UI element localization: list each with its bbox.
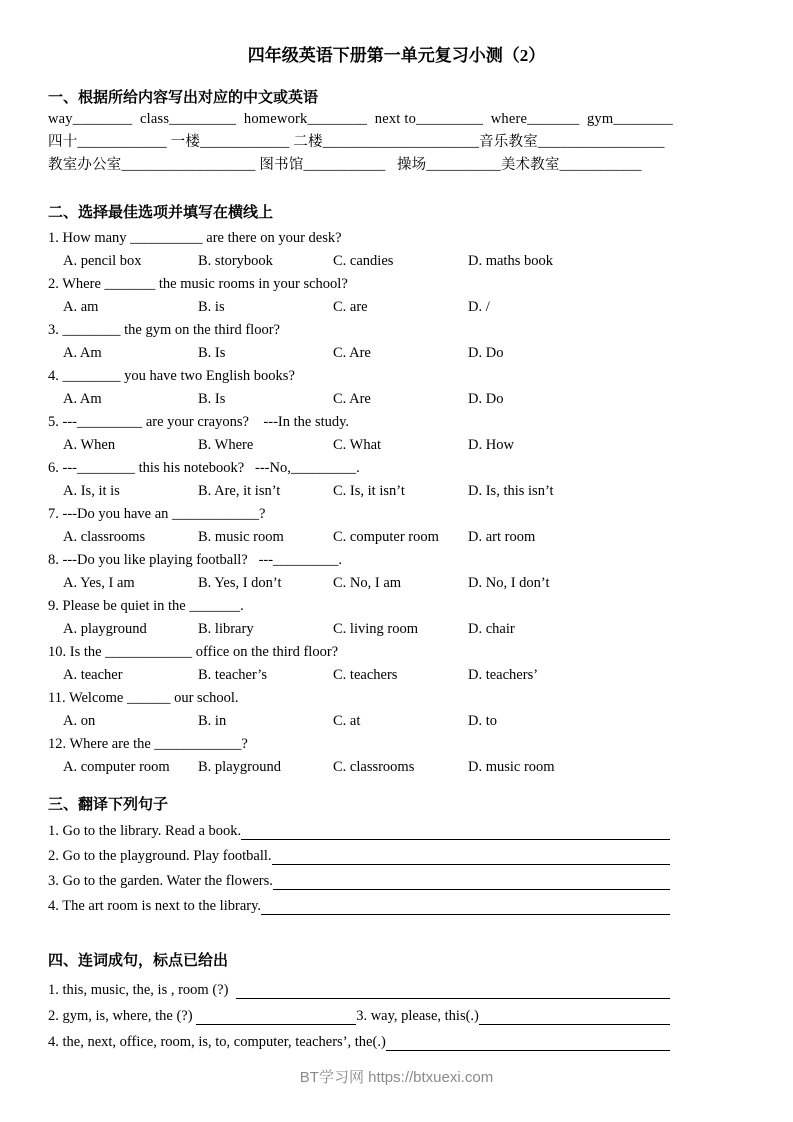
- option-b: B. Where: [198, 437, 254, 453]
- option-c: C. classrooms: [333, 759, 415, 775]
- option-d: D. music room: [468, 759, 555, 775]
- question-text: 7. ---Do you have an ____________?: [48, 506, 266, 522]
- section-sentence-building: [48, 951, 745, 1055]
- option-b: B. Is: [198, 345, 226, 361]
- option-d: D. chair: [468, 621, 515, 637]
- sentence-item-4: [48, 1029, 670, 1055]
- option-a: A. computer room: [63, 759, 170, 775]
- option-b: B. in: [198, 713, 227, 729]
- question-9: [48, 595, 745, 641]
- option-a: A. playground: [63, 621, 147, 637]
- option-d: D. teachers’: [468, 667, 539, 683]
- section-multiple-choice: [48, 203, 745, 779]
- option-b: B. Is: [198, 391, 226, 407]
- option-b: B. playground: [198, 759, 281, 775]
- option-a: A. When: [63, 437, 116, 453]
- option-c: C. Are: [333, 391, 371, 407]
- option-c: C. are: [333, 299, 368, 315]
- question-options: [48, 756, 745, 779]
- question-4: [48, 365, 745, 411]
- option-d: D. Do: [468, 391, 504, 407]
- option-d: D. No, I don’t: [468, 575, 550, 591]
- sentence-list: [48, 977, 745, 1055]
- option-c: C. Is, it isn’t: [333, 483, 405, 499]
- translation-text: 2. Go to the playground. Play football.: [48, 848, 272, 864]
- answer-blank: [273, 889, 670, 890]
- question-options: [48, 572, 745, 595]
- option-a: A. Yes, I am: [63, 575, 135, 591]
- option-c: C. living room: [333, 621, 418, 637]
- section-vocabulary: [48, 88, 745, 177]
- answer-blank: [261, 914, 670, 915]
- sentence-text: 1. this, music, the, is , room (?): [48, 982, 236, 998]
- option-b: B. storybook: [198, 253, 273, 269]
- option-d: D. art room: [468, 529, 536, 545]
- question-options: [48, 618, 745, 641]
- sentence-item-1: [48, 977, 670, 1003]
- translation-item-4: [48, 894, 670, 919]
- option-c: C. No, I am: [333, 575, 402, 591]
- answer-blank: [479, 1024, 670, 1025]
- answer-blank: [272, 864, 670, 865]
- option-c: C. teachers: [333, 667, 398, 683]
- translation-item-2: [48, 844, 670, 869]
- question-text: 10. Is the ____________ office on the third floor?: [48, 644, 339, 660]
- option-a: A. classrooms: [63, 529, 146, 545]
- question-7: [48, 503, 745, 549]
- question-options: [48, 664, 745, 687]
- question-5: [48, 411, 745, 457]
- option-d: D. maths book: [468, 253, 553, 269]
- question-text: 11. Welcome ______ our school.: [48, 690, 239, 706]
- question-text: 5. ---_________ are your crayons? ---In the study.: [48, 414, 350, 430]
- question-text: 6. ---________ this his notebook? ---No,_________.: [48, 460, 360, 476]
- vocab-line-3: 教室办公室__________________ 图书馆___________ 操场__________美术教室___________: [48, 157, 642, 173]
- option-a: A. Am: [63, 391, 102, 407]
- question-text: 4. ________ you have two English books?: [48, 368, 295, 384]
- question-12: [48, 733, 745, 779]
- option-d: D. Is, this isn’t: [468, 483, 554, 499]
- option-c: C. candies: [333, 253, 394, 269]
- option-d: D. to: [468, 713, 497, 729]
- option-a: A. Am: [63, 345, 102, 361]
- option-b: B. is: [198, 299, 225, 315]
- question-options: [48, 250, 745, 273]
- question-8: [48, 549, 745, 595]
- question-options: [48, 434, 745, 457]
- answer-blank: [241, 839, 670, 840]
- option-c: C. What: [333, 437, 382, 453]
- question-text: 12. Where are the ____________?: [48, 736, 248, 752]
- translation-text: 1. Go to the library. Read a book.: [48, 823, 242, 839]
- question-10: [48, 641, 745, 687]
- vocab-line-2: 四十____________ 一楼____________ 二楼_____________________音乐教室_________________: [48, 134, 665, 150]
- option-a: A. am: [63, 299, 99, 315]
- sentence-text: 4. the, next, office, room, is, to, computer, teachers’, the(.): [48, 1034, 386, 1050]
- question-options: [48, 296, 745, 319]
- option-a: A. pencil box: [63, 253, 142, 269]
- option-b: B. Yes, I don’t: [198, 575, 282, 591]
- question-1: [48, 227, 745, 273]
- option-c: C. at: [333, 713, 361, 729]
- option-a: A. on: [63, 713, 96, 729]
- vocab-line-1: way________ class_________ homework________ next to_________ where_______ gym________: [48, 111, 673, 127]
- question-6: [48, 457, 745, 503]
- question-options: [48, 710, 745, 733]
- question-11: [48, 687, 745, 733]
- section-3-heading: 三、翻译下列句子: [48, 797, 169, 813]
- section-2-heading: 二、选择最佳选项并填写在横线上: [48, 205, 274, 221]
- option-a: A. Is, it is: [63, 483, 120, 499]
- question-options: [48, 388, 745, 411]
- sentence-text: 3. way, please, this(.): [356, 1008, 479, 1024]
- question-list: [48, 227, 745, 779]
- section-4-heading: 四、连词成句，标点已给出: [48, 953, 229, 969]
- question-3: [48, 319, 745, 365]
- answer-blank: [196, 1024, 356, 1025]
- question-options: [48, 480, 745, 503]
- question-text: 2. Where _______ the music rooms in your school?: [48, 276, 348, 292]
- question-text: 8. ---Do you like playing football? ---_________.: [48, 552, 342, 568]
- sentence-text: 2. gym, is, where, the (?): [48, 1008, 197, 1024]
- page-title: 四年级英语下册第一单元复习小测（2）: [247, 46, 546, 65]
- question-options: [48, 526, 745, 549]
- question-text: 3. ________ the gym on the third floor?: [48, 322, 280, 338]
- sentence-item-2-3: [48, 1003, 670, 1029]
- question-options: [48, 342, 745, 365]
- option-d: D. Do: [468, 345, 504, 361]
- option-c: C. computer room: [333, 529, 439, 545]
- option-c: C. Are: [333, 345, 371, 361]
- question-2: [48, 273, 745, 319]
- option-b: B. Are, it isn’t: [198, 483, 281, 499]
- question-text: 1. How many __________ are there on your desk?: [48, 230, 342, 246]
- translation-item-1: [48, 819, 670, 844]
- option-b: B. teacher’s: [198, 667, 267, 683]
- option-b: B. library: [198, 621, 254, 637]
- section-translation: [48, 795, 745, 919]
- section-1-heading: 一、根据所给内容写出对应的中文或英语: [48, 90, 319, 106]
- option-b: B. music room: [198, 529, 284, 545]
- translation-list: [48, 819, 745, 919]
- watermark-footer: BT学习网 https://btxuexi.com: [299, 1069, 494, 1086]
- option-a: A. teacher: [63, 667, 123, 683]
- option-d: D. How: [468, 437, 514, 453]
- translation-item-3: [48, 869, 670, 894]
- translation-text: 4. The art room is next to the library.: [48, 898, 262, 914]
- answer-blank: [236, 998, 670, 999]
- question-text: 9. Please be quiet in the _______.: [48, 598, 244, 614]
- translation-text: 3. Go to the garden. Water the flowers.: [48, 873, 273, 889]
- option-d: D. /: [468, 299, 490, 315]
- answer-blank: [386, 1050, 670, 1051]
